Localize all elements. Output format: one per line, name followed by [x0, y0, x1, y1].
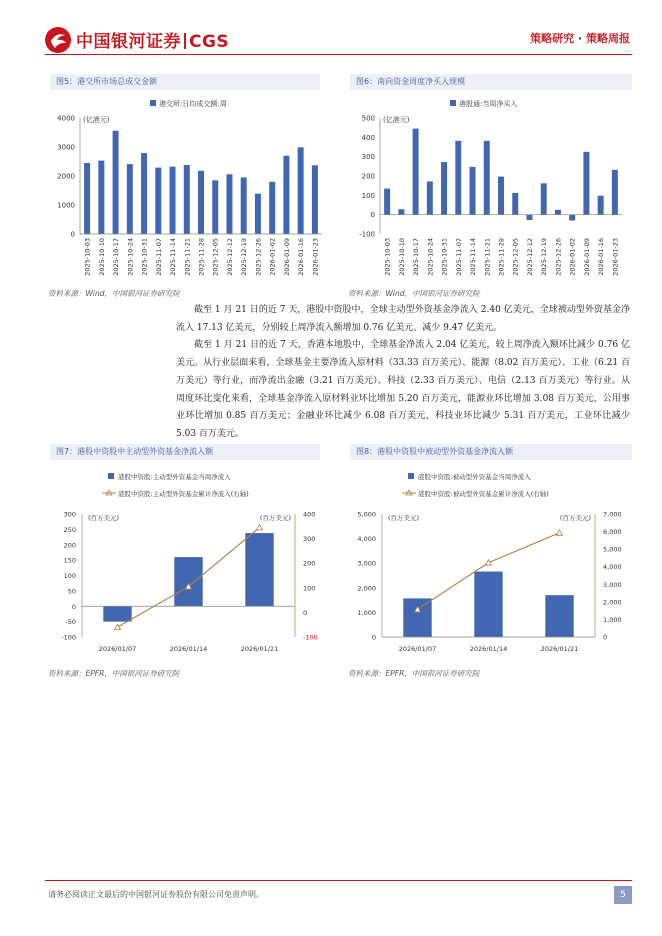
bar — [498, 177, 504, 215]
fig5-title: 图5：港交所市场总成交金额 — [50, 74, 320, 90]
left-y-tick-label: 0 — [371, 633, 376, 642]
bar — [384, 189, 390, 215]
bar — [255, 194, 261, 234]
bar — [455, 141, 461, 215]
x-tick-label: 2025-11-14 — [469, 238, 478, 276]
fig8-chart — [350, 462, 632, 660]
right-y-tick-label: 2,000 — [603, 598, 622, 607]
right-y-tick-label: 4,000 — [603, 563, 622, 572]
x-tick-label: 2026/01/21 — [540, 645, 579, 653]
right-y-tick-label: 200 — [303, 559, 316, 568]
x-tick-label: 2025-10-03 — [383, 238, 392, 276]
y-tick-label: 300 — [361, 153, 375, 162]
bar — [103, 606, 131, 621]
bar — [113, 131, 119, 234]
x-tick-label: 2026-01-02 — [268, 237, 277, 276]
logo-wordmark — [76, 27, 229, 52]
paragraph-active-passive: 截至 1 月 21 日的近 7 天，港股中资股中，全球主动型外资基金净流入 2.40 亿美元，全球被动型外资基金净流入 17.13 亿美元，分别较上周净流入额增加 0.76 亿美元、减少 9.47 亿美元。 — [176, 305, 630, 333]
paragraph-hk-local: 截至 1 月 21 日的近 7 天，香港本地股中，全球基金净流入 2.04 亿美元，较上周净流入额环比减少 0.76 亿美元。从行业层面来看，全球基金主要净流入原材料（33.33 百万美元）、能源（8.02 百万美元）、工业（6.21 百万美元）等行业，而净流出金融（3.21 百万美元）、科技（2.33 百万美元）、电信（2.13 百万美元）等行业。从周度环比变化来看，全球基金净流入原材料业环比增加 5.20 百万美元，能源业环比增加 3.08 百万美元，公用事业环比增加 0.85 百万美元；金融业环比减少 6.08 百万美元，科技业环比减少 5.31 百万美元，工业环比减少 5.03 百万美元。 — [176, 340, 630, 439]
bar — [241, 177, 247, 234]
section-label: 策略研究 — [530, 32, 575, 45]
x-tick-label: 2025-10-17 — [412, 238, 421, 276]
legend-line-label: 港股中资股:主动型外资基金累计净流入(右轴) — [118, 490, 249, 498]
legend-label: 港交所:日均成交额:周 — [159, 100, 227, 108]
bar — [569, 215, 575, 221]
header-divider — [45, 54, 632, 55]
legend-label: 港股通:当周净买入 — [459, 100, 518, 108]
report-category — [530, 30, 630, 46]
x-tick-label: 2025-10-10 — [397, 238, 406, 276]
left-y-tick-label: 150 — [63, 556, 76, 565]
y-tick-label: 500 — [361, 114, 375, 123]
section-separator: · — [577, 32, 583, 45]
bar — [245, 533, 273, 606]
right-y-tick-label: 300 — [303, 535, 316, 544]
x-tick-label: 2025-11-28 — [497, 238, 506, 276]
fig6-title: 图6：南向资金周度净买入规模 — [350, 74, 632, 90]
bar — [545, 595, 573, 637]
fig7-chart — [50, 462, 330, 660]
x-tick-label: 2026-01-02 — [568, 237, 577, 276]
bar — [403, 598, 431, 637]
footer-disclaimer: 请务必阅读正文最后的中国银河证券股份有限公司免责声明。 — [48, 890, 264, 899]
x-tick-label: 2026-01-23 — [311, 238, 320, 276]
right-y-tick-label: 0 — [303, 608, 308, 617]
x-tick-label: 2025-12-05 — [211, 238, 220, 276]
bar — [127, 164, 133, 234]
right-y-tick-label: -100 — [303, 633, 318, 642]
bar — [155, 168, 161, 234]
page-header — [0, 0, 662, 60]
legend-line-label: 港股中资股:被动型外资基金累计净流入(右轴) — [418, 490, 549, 498]
bar — [470, 167, 476, 215]
bar — [226, 174, 232, 234]
left-y-tick-label: 2,000 — [357, 584, 376, 593]
left-y-tick-label: 300 — [63, 510, 76, 519]
bar — [312, 165, 318, 234]
y-tick-label: 0 — [370, 211, 375, 220]
bar — [174, 557, 202, 606]
bar — [612, 170, 618, 215]
x-tick-label: 2025-12-26 — [254, 238, 263, 276]
x-tick-label: 2025-11-14 — [169, 238, 178, 276]
footer-divider — [45, 880, 632, 881]
x-tick-label: 2025-10-31 — [440, 238, 449, 276]
x-tick-label: 2026/01/21 — [240, 645, 279, 653]
y-tick-label: 400 — [361, 133, 375, 142]
fig7-title: 图7：港股中资股中主动型外资基金净流入额 — [50, 444, 320, 460]
x-tick-label: 2025-12-05 — [511, 238, 520, 276]
bar — [170, 167, 176, 234]
bar — [427, 181, 433, 214]
bar — [84, 163, 90, 234]
x-tick-label: 2025-12-12 — [225, 238, 234, 276]
left-unit-label: (百万美元) — [88, 514, 120, 522]
legend-swatch — [150, 100, 156, 106]
page-number: 5 — [614, 886, 632, 904]
fig7-source: 资料来源：EPFR，中国银河证券研究院 — [48, 669, 180, 678]
logo-divider — [184, 33, 186, 49]
x-tick-label: 2026/01/14 — [169, 645, 208, 653]
bar — [413, 129, 419, 215]
right-y-tick-label: 6,000 — [603, 528, 622, 537]
right-unit-label: (百万美元) — [559, 514, 591, 522]
right-y-tick-label: 1,000 — [603, 615, 622, 624]
x-tick-label: 2025-12-19 — [540, 238, 549, 276]
right-y-tick-label: 0 — [603, 633, 608, 642]
unit-label: (亿港元) — [83, 116, 110, 124]
x-tick-label: 2025-10-17 — [112, 238, 121, 276]
left-y-tick-label: 5,000 — [357, 510, 376, 519]
x-tick-label: 2025-10-03 — [83, 238, 92, 276]
bar — [484, 141, 490, 215]
x-tick-label: 2026-01-23 — [611, 238, 620, 276]
left-y-tick-label: -100 — [61, 633, 76, 642]
fig5-source: 资料来源：Wind，中国银河证券研究院 — [48, 289, 180, 298]
x-tick-label: 2026-01-09 — [282, 237, 291, 276]
y-tick-label: 2000 — [57, 172, 75, 181]
bar — [598, 196, 604, 215]
fig8-source: 资料来源：EPFR，中国银河证券研究院 — [348, 669, 480, 678]
left-y-tick-label: 250 — [63, 525, 76, 534]
line-point — [257, 525, 263, 531]
x-tick-label: 2026-01-09 — [582, 237, 591, 276]
bar — [98, 161, 104, 234]
line-point — [557, 530, 563, 536]
right-y-tick-label: 7,000 — [603, 510, 622, 519]
line-point — [115, 624, 121, 630]
legend-bar-swatch — [408, 473, 414, 479]
x-tick-label: 2026-01-16 — [297, 238, 306, 276]
bar — [184, 165, 190, 234]
right-y-tick-label: 5,000 — [603, 545, 622, 554]
right-y-tick-label: 100 — [303, 584, 316, 593]
y-tick-label: 4000 — [57, 114, 75, 123]
fig8-title: 图8：港股中资股中被动型外资基金净流入额 — [350, 444, 632, 460]
x-tick-label: 2025-12-26 — [554, 238, 563, 276]
x-tick-label: 2026/01/07 — [98, 645, 137, 653]
fig5-chart — [50, 92, 330, 284]
fig6-source: 资料来源：Wind，中国银河证券研究院 — [348, 289, 480, 298]
fig6-chart — [350, 92, 632, 284]
left-y-tick-label: 3,000 — [357, 559, 376, 568]
left-y-tick-label: -50 — [65, 618, 76, 627]
legend-bar-label: 港股中资股:被动型外资基金当周净流入 — [418, 473, 531, 481]
bar — [512, 193, 518, 215]
left-unit-label: (百万美元) — [388, 514, 420, 522]
x-tick-label: 2025-10-24 — [126, 238, 135, 276]
right-y-tick-label: 400 — [303, 510, 316, 519]
x-tick-label: 2026-01-16 — [597, 238, 606, 276]
bar — [283, 156, 289, 234]
left-y-tick-label: 0 — [71, 602, 76, 611]
legend-swatch — [450, 100, 456, 106]
body-text — [176, 302, 630, 444]
y-tick-label: 200 — [361, 172, 375, 181]
x-tick-label: 2025-12-19 — [240, 238, 249, 276]
y-tick-label: -100 — [359, 230, 375, 239]
x-tick-label: 2025-11-28 — [197, 238, 206, 276]
logo-name: 中国银河证券 — [76, 32, 181, 52]
bar — [212, 180, 218, 234]
legend-bar-swatch — [108, 473, 114, 479]
subsection-label: 策略周报 — [586, 32, 630, 45]
x-tick-label: 2025-11-07 — [154, 238, 163, 276]
right-unit-label: (百万美元) — [259, 514, 291, 522]
bar — [474, 572, 502, 637]
bar — [298, 147, 304, 234]
x-tick-label: 2025-10-31 — [140, 238, 149, 276]
bar — [555, 210, 561, 215]
bar — [583, 152, 589, 215]
logo-abbr: CGS — [189, 32, 230, 52]
line-point — [486, 560, 492, 566]
y-tick-label: 0 — [70, 230, 75, 239]
bar — [141, 153, 147, 234]
x-tick-label: 2025-12-12 — [525, 238, 534, 276]
y-tick-label: 3000 — [57, 143, 75, 152]
bar — [526, 215, 532, 220]
bar — [441, 162, 447, 215]
right-y-tick-label: 3,000 — [603, 580, 622, 589]
left-y-tick-label: 4,000 — [357, 535, 376, 544]
left-y-tick-label: 100 — [63, 572, 76, 580]
x-tick-label: 2025-10-10 — [97, 238, 106, 276]
cgs-logo-icon — [44, 26, 72, 54]
left-y-tick-label: 1,000 — [357, 608, 376, 617]
x-tick-label: 2026/01/07 — [398, 645, 437, 653]
bar — [269, 182, 275, 234]
x-tick-label: 2025-11-21 — [183, 238, 192, 276]
left-y-tick-label: 50 — [67, 587, 76, 596]
x-tick-label: 2026/01/14 — [469, 645, 508, 653]
x-tick-label: 2025-11-07 — [454, 238, 463, 276]
x-tick-label: 2025-10-24 — [426, 238, 435, 276]
x-tick-label: 2025-11-21 — [483, 238, 492, 276]
bar — [398, 209, 404, 214]
bar — [198, 171, 204, 234]
y-tick-label: 1000 — [57, 201, 75, 210]
unit-label: (亿港元) — [383, 116, 410, 124]
legend-bar-label: 港股中资股:主动型外资基金当周净流入 — [118, 473, 231, 481]
bar — [541, 183, 547, 214]
y-tick-label: 100 — [361, 191, 375, 200]
left-y-tick-label: 200 — [63, 541, 76, 550]
